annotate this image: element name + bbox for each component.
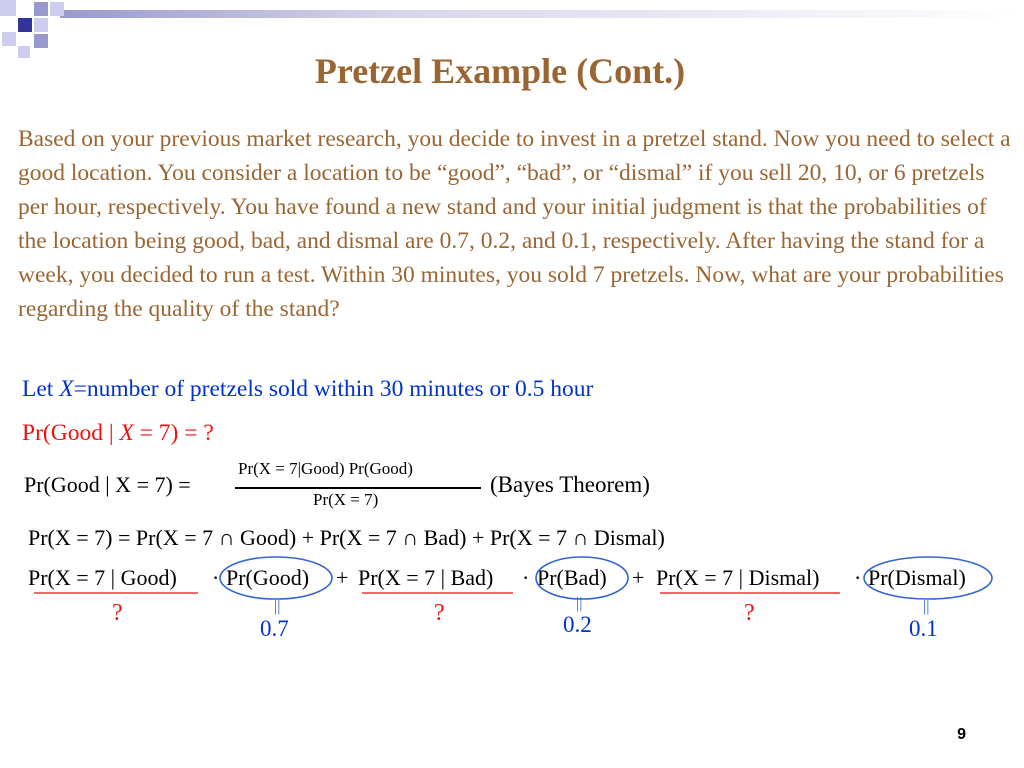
- problem-paragraph: Based on your previous market research, you decide to invest in a pretzel stand. Now you need to select a good location. You consider a location to be “good”, “bad”, or “dismal” if you sell 20, 10, or 6 pretzels per hour, respectively. You have found a new stand and your initial judgment is that the probabilities of the location being good, bad, and dismal are 0.7, 0.2, and 0.1, respectively. After having the stand for a week, you decided to run a test. Within 30 minutes, you sold 7 pretzels. Now, what are your probabilities regarding the quality of the stand?: [18, 126, 1011, 322]
- bayes-lhs: Pr(Good | X = 7) =: [24, 472, 191, 497]
- corner-square: [34, 18, 48, 32]
- prior-good-value: 0.7: [260, 616, 289, 641]
- prior-dismal-value: 0.1: [909, 616, 938, 641]
- let-prefix: Let: [22, 376, 60, 402]
- corner-square: [0, 0, 16, 16]
- unknown-dismal-likelihood: ?: [744, 600, 755, 626]
- variable-definition: [22, 376, 593, 403]
- dot-operator: ·: [522, 565, 530, 590]
- prior-bad-value: 0.2: [563, 612, 592, 637]
- corner-square: [50, 2, 64, 16]
- bad-prior: Pr(Bad): [537, 565, 607, 590]
- page-number: 9: [957, 726, 966, 743]
- corner-square: [2, 32, 16, 46]
- equals-mark-dismal: ||: [923, 598, 930, 615]
- let-rest: =number of pretzels sold within 30 minutes or 0.5 hour: [73, 376, 594, 402]
- bayes-numerator: Pr(X = 7|Good) Pr(Good): [238, 459, 413, 478]
- equals-mark-bad: ||: [576, 595, 583, 612]
- unknown-good-likelihood: ?: [112, 600, 123, 626]
- let-variable: X: [59, 376, 74, 402]
- corner-square: [34, 2, 48, 16]
- corner-square: [34, 34, 48, 48]
- equals-mark-good: ||: [274, 598, 281, 615]
- question-prefix: Pr(Good |: [22, 420, 120, 446]
- dismal-likelihood: Pr(X = 7 | Dismal): [656, 565, 820, 590]
- plus-operator: +: [632, 565, 645, 590]
- question-rest: = 7) = ?: [133, 420, 214, 446]
- corner-square: [18, 18, 32, 32]
- good-prior: Pr(Good): [226, 565, 310, 590]
- unknown-bad-likelihood: ?: [434, 600, 445, 626]
- dot-operator: ·: [854, 565, 862, 590]
- question-variable: X: [119, 420, 134, 446]
- dismal-prior: Pr(Dismal): [868, 565, 966, 590]
- bayes-denominator: Pr(X = 7): [313, 490, 379, 509]
- dot-operator: ·: [212, 565, 220, 590]
- total-probability-equation: Pr(X = 7) = Pr(X = 7 ∩ Good) + Pr(X = 7 ∩ Bad) + Pr(X = 7 ∩ Dismal): [28, 525, 665, 550]
- question-line: [22, 420, 214, 447]
- bayes-theorem-note: (Bayes Theorem): [490, 472, 650, 497]
- bad-likelihood: Pr(X = 7 | Bad): [358, 565, 494, 590]
- header-band: [60, 10, 1024, 18]
- good-likelihood: Pr(X = 7 | Good): [28, 565, 177, 590]
- slide-title: Pretzel Example (Cont.): [314, 51, 686, 91]
- plus-operator: +: [336, 565, 349, 590]
- fraction-bar: [235, 487, 481, 489]
